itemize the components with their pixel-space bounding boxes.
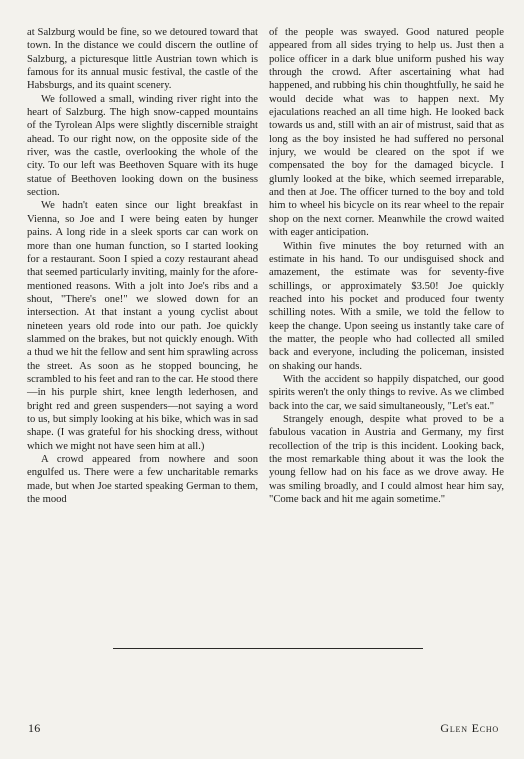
paragraph: With the accident so happily dispatched, our good spirits weren't the only things to revive. As we climbed back into the car, we said simultaneously, "Let's eat." [269,373,504,412]
paragraph: of the people was swayed. Good natured people appeared from all sides trying to help us. Just then a police officer in a dark blue uniform pushed his way through the crowd. After ascertaining what had happened, and rubbing his chin thoughtfully, he said he would decide what was to happen next. My ejaculations reached an all time high. He looked back towards us and, still with an air of mistrust, said that as long as the boy insisted he had suffered no personal injury, we would be cleared on the spot if we compensated the boy for the damaged bicycle. I glumly looked at the bike, which seemed irreparable, and then at Joe. The officer turned to the boy and told him to wheel his bicycle on its rear wheel to the repair shop on the next corner. Meanwhile the crowd waited with eager anticipation. [269,27,504,239]
right-column [269,26,504,506]
paragraph: We hadn't eaten since our light breakfast in Vienna, so Joe and I were being eaten by hunger pains. A long ride in a sleek sports car can work on more than one human function, so I started looking for a restaurant. Soon I spied a cozy restaurant ahead that seemed particularly inviting, mainly for the afore-mentioned reasons. With a jolt into Joe's ribs and a shout, "There's one!" we slowed down for an intersection. At that instant a young cyclist about nineteen years old rode into our path. Joe quickly slammed on the brakes, but not quickly enough. With a thud we hit the fellow and sent him sprawling across the street. As soon as he stopped bouncing, he scrambled to his feet and ran to the car. He stood there—in his purple shirt, knee length lederhosen, and bright red and green suspenders—not saying a word to us, but simply looking at his bike, which was in sad shape. (I was grateful for his shocking dress, without which we might not have seen him at all.) [27,200,258,452]
section-divider [113,648,423,649]
paragraph: Strangely enough, despite what proved to be a fabulous vacation in Austria and Germany, my first recollection of the trip is this incident. Looking back, the most remarkable thing about it was the look the young fellow had on his face as we drove away. He was smiling broadly, and I could almost hear him say, "Come back and hit me again sometime." [269,413,504,506]
paragraph: We followed a small, winding river right into the heart of Salzburg. The high snow-capped mountains of the Tyrolean Alps were slightly discernible straight ahead. To our right now, on the opposite side of the river, was the castle, overlooking the whole of the city. To our left was Beethoven Square with its huge statue of Beethoven looking down on the business section. [27,93,258,199]
paragraph: Within five minutes the boy returned with an estimate in his hand. To our undisguised shock and amazement, the estimate was for seventy-five schillings, or approximately $3.50! Joe quickly reached into his pocket and produced four twenty schilling notes. With a smile, we told the fellow to keep the change. Upon seeing us instantly take care of the matter, the people who had collected all smiled back and everyone, including the policeman, insisted on shaking our hands. [269,240,504,372]
running-head: Glen Echo [440,721,499,735]
left-column [27,26,258,506]
paragraph: A crowd appeared from nowhere and soon engulfed us. There were a few uncharitable remarks made, but when Joe started speaking German to them, the mood [27,454,258,506]
paragraph: at Salzburg would be fine, so we detoured toward that town. In the distance we could discern the outline of Salzburg, a picturesque little Austrian town which is famous for its annual music festival, the castle of the Habsburgs, and its quaint scenery. [27,27,258,92]
page-number: 16 [28,721,41,735]
